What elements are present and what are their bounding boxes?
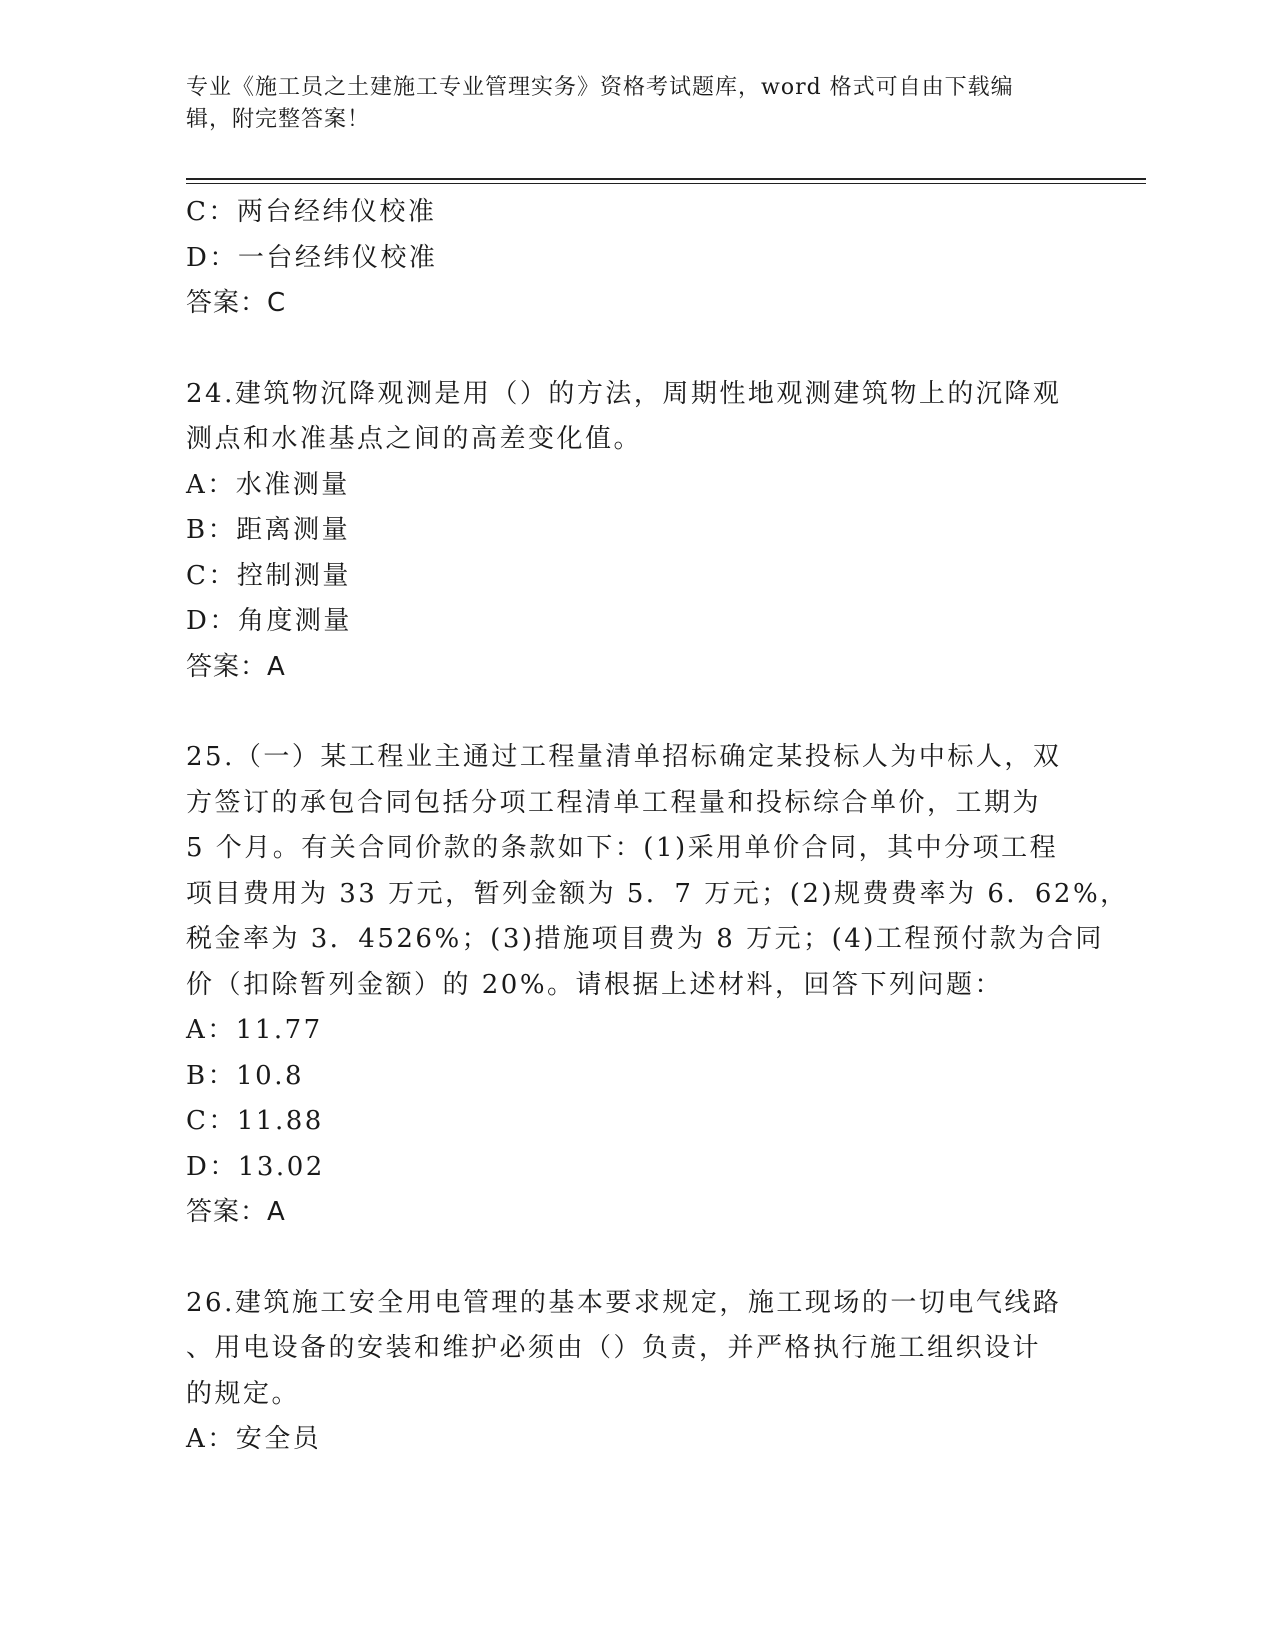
option-b: B：10.8	[186, 1060, 304, 1091]
question-stem-line: 税金率为 3．4526%；(3)措施项目费为 8 万元；(4)工程预付款为合同	[186, 924, 1104, 954]
question-content	[186, 190, 1129, 1463]
question-25	[186, 735, 1129, 1236]
question-stem-line: 26.建筑施工安全用电管理的基本要求规定，施工现场的一切电气线路	[186, 1287, 1062, 1318]
question-24	[186, 372, 1066, 691]
question-23	[186, 190, 1066, 327]
option-c: C：控制测量	[186, 560, 351, 591]
question-stem-line: 价（扣除暂列金额）的 20%。请根据上述材料，回答下列问题：	[186, 969, 1004, 1000]
option-d: D：一台经纬仪校准	[186, 242, 438, 273]
option-d: D：角度测量	[186, 606, 352, 636]
question-stem-line: 、用电设备的安装和维护必须由（）负责，并严格执行施工组织设计	[186, 1333, 1042, 1363]
answer: 答案：A	[186, 1197, 286, 1227]
question-stem-line: 测点和水准基点之间的高差变化值。	[186, 424, 643, 454]
option-a: A：水准测量	[186, 469, 350, 500]
answer: 答案：A	[186, 651, 286, 682]
header-rule-thick	[186, 178, 1146, 180]
document-header	[186, 72, 1086, 136]
header-rule-thin	[186, 183, 1146, 184]
question-stem-line: 5 个月。有关合同价款的条款如下：(1)采用单价合同，其中分项工程	[186, 833, 1059, 863]
question-26	[186, 1281, 1066, 1463]
question-stem-line: 25.（一）某工程业主通过工程量清单招标确定某投标人为中标人，双	[186, 742, 1062, 772]
spacer	[186, 1236, 1066, 1281]
header-line-2: 辑，附完整答案！	[186, 107, 371, 132]
option-c: C：11.88	[186, 1106, 324, 1136]
question-stem-line: 项目费用为 33 万元，暂列金额为 5．7 万元；(2)规费费率为 6．62%，	[186, 878, 1129, 909]
spacer	[186, 327, 1066, 372]
header-line-1: 专业《施工员之土建施工专业管理实务》资格考试题库，word 格式可自由下载编	[186, 75, 1014, 100]
option-b: B：距离测量	[186, 515, 351, 545]
spacer	[186, 690, 1066, 735]
question-stem-line: 方签订的承包合同包括分项工程清单工程量和投标综合单价，工期为	[186, 787, 1042, 818]
option-c: C：两台经纬仪校准	[186, 197, 437, 227]
answer: 答案：C	[186, 288, 287, 318]
question-stem-line: 的规定。	[186, 1378, 301, 1409]
option-a: A：安全员	[186, 1424, 322, 1454]
question-stem-line: 24.建筑物沉降观测是用（）的方法，周期性地观测建筑物上的沉降观	[186, 378, 1062, 409]
option-d: D：13.02	[186, 1151, 325, 1182]
option-a: A：11.77	[186, 1015, 323, 1045]
